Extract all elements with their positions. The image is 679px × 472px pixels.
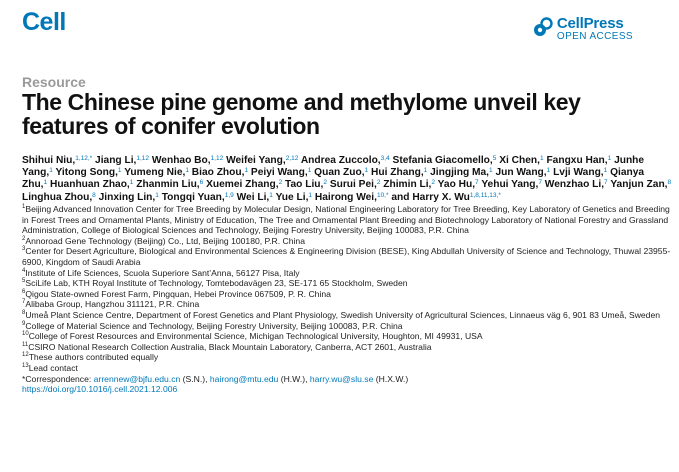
author-name: Yanjun Zan, [610, 179, 668, 191]
author-affiliation-marker[interactable]: 1 [269, 191, 273, 199]
author-affiliation-marker[interactable]: 1,12,* [75, 155, 93, 162]
cellpress-logo [533, 16, 633, 43]
affiliation-number: 10 [22, 331, 29, 338]
author-affiliation-marker[interactable]: 1,9 [224, 191, 234, 199]
affiliation-number: 11 [22, 341, 29, 348]
correspondence-label: *Correspondence: [22, 373, 94, 384]
author-name: Wenzhao Li, [544, 179, 605, 191]
author-name: Jun Wang, [495, 167, 547, 179]
author-name: Linghua Zhou, [22, 191, 93, 203]
affiliation-item [22, 331, 672, 342]
author-name: Yitong Song, [55, 167, 118, 179]
email-link-3[interactable]: harry.wu@slu.se [309, 373, 374, 384]
affiliation-item [22, 268, 672, 279]
author-affiliation-marker[interactable]: 1 [423, 167, 428, 175]
author-affiliation-marker[interactable]: 8 [92, 191, 96, 199]
affiliation-text: Qigou State-owned Forest Farm, Pingquan, Hebei Province 067509, P. R. China [25, 288, 331, 299]
author-affiliation-marker[interactable]: 2 [431, 179, 436, 187]
author-affiliation-marker[interactable]: 2,12 [285, 155, 299, 162]
author-affiliation-marker[interactable]: 7 [475, 179, 479, 187]
author-name: Shihui Niu, [22, 155, 76, 166]
author-name: Yue Li, [275, 191, 309, 203]
email-link-2[interactable]: hairong@mtu.edu [209, 373, 279, 384]
affiliation-list [22, 204, 672, 395]
affiliation-number: 2 [22, 235, 26, 242]
author-name: Xuemei Zhang, [206, 179, 279, 191]
author-name: Andrea Zuccolo, [300, 155, 381, 166]
affiliation-item [22, 204, 672, 236]
affiliation-item [22, 363, 672, 374]
cell-journal-logo: Cell [22, 8, 66, 36]
author-name: Huanhuan Zhao, [49, 179, 130, 191]
affiliation-number: 7 [22, 299, 26, 306]
author-affiliation-marker[interactable]: 1 [364, 167, 369, 175]
author-name: Weifei Yang, [226, 155, 286, 166]
author-affiliation-marker[interactable]: 10,* [376, 191, 389, 199]
author-name: Hui Zhang, [371, 167, 424, 179]
affiliation-item [22, 246, 672, 267]
author-name: Xi Chen, [499, 155, 540, 166]
author-affiliation-marker[interactable]: 1 [244, 167, 249, 175]
affiliation-text: Beijing Advanced Innovation Center for Tree Breeding by Molecular Design, National Engineering Laboratory for Tree Breeding, Key Laboratory of Genetics and Breeding in Forest Trees and Ornamental Plants, Ministry of Education, The Tree and Ornamental Plant Breeding and Biotechnology Laboratory of National Forestry and Grassland Administration, College of Biological Sciences and Technology, Beijing Forestry University, Beijing 100083, P.R. China [22, 204, 670, 236]
email-link-1[interactable]: arrennew@bjfu.edu.cn [93, 373, 181, 384]
author-name: Jingjing Ma, [430, 167, 489, 179]
affiliation-number: 1 [22, 204, 26, 210]
affiliation-text: These authors contributed equally [28, 352, 159, 363]
correspondence-who-3: (H.X.W.) [373, 373, 409, 384]
author-affiliation-marker[interactable]: 1 [43, 179, 48, 187]
author-name: Hairong Wei, [314, 191, 377, 203]
author-name: Stefania Giacomello, [392, 155, 493, 166]
author-affiliation-marker[interactable]: 8 [667, 179, 672, 187]
affiliation-text: Lead contact [28, 362, 78, 373]
affiliation-text: SciLife Lab, KTH Royal Institute of Technology, Tomtebodavägen 23, SE-171 65 Stockholm, Sweden [25, 278, 408, 289]
author-affiliation-marker[interactable]: 1 [129, 179, 134, 187]
affiliation-number: 13 [22, 362, 29, 369]
author-name: Junhe Yang, [22, 155, 645, 179]
author-name: Tongqi Yuan, [161, 191, 225, 203]
affiliation-text: College of Forest Resources and Environmental Science, Michigan Technological University, Houghton, MI 49931, USA [28, 331, 483, 342]
author-affiliation-marker[interactable]: 1 [546, 167, 551, 175]
affiliation-item [22, 278, 672, 289]
affiliation-item [22, 289, 672, 300]
author-affiliation-marker[interactable]: 1 [307, 167, 312, 175]
author-affiliation-marker[interactable]: 1 [489, 167, 493, 175]
author-affiliation-marker[interactable]: 1,8,11,13,* [469, 191, 501, 199]
author-name: Surui Pei, [329, 179, 377, 191]
correspondence [22, 374, 672, 385]
article-type: Resource [22, 74, 86, 90]
author-name: Wei Li, [236, 191, 270, 203]
author-name: Peiyi Wang, [250, 167, 308, 179]
author-affiliation-marker[interactable]: 1 [308, 191, 313, 199]
cellpress-icon [533, 17, 553, 37]
affiliation-text: Institute of Life Sciences, Scuola Superiore Sant’Anna, 56127 Pisa, Italy [25, 267, 300, 278]
author-name: Jinxing Lin, [98, 191, 156, 203]
author-affiliation-marker[interactable]: 1 [155, 191, 159, 199]
publisher-name: CellPress [556, 15, 624, 32]
author-affiliation-marker[interactable]: 7 [538, 179, 542, 187]
correspondence-who-1: (S.N.), [180, 373, 210, 384]
affiliation-item [22, 321, 672, 332]
author-name: Yehui Yang, [481, 179, 539, 191]
author-affiliation-marker[interactable]: 3,4 [380, 155, 390, 162]
author-name: Qianya Zhu, [22, 167, 645, 191]
affiliation-number: 5 [22, 278, 26, 285]
author-affiliation-marker[interactable]: 1 [117, 167, 122, 175]
author-affiliation-marker[interactable]: 1 [607, 155, 612, 162]
affiliation-number: 4 [22, 267, 26, 274]
author-affiliation-marker[interactable]: 1,12 [210, 155, 224, 162]
affiliation-number: 3 [22, 246, 26, 253]
affiliation-number: 8 [22, 309, 26, 316]
author-affiliation-marker[interactable]: 7 [604, 179, 608, 187]
author-list [22, 155, 672, 204]
author-affiliation-marker[interactable]: 2 [278, 179, 283, 187]
affiliation-text: Center for Desert Agriculture, Biological and Environmental Sciences & Engineering Division (BESE), King Abdullah University of Science and Technology, Thuwal 23955-6900, Kingdom of Saudi Arabia [22, 246, 671, 267]
author-affiliation-marker[interactable]: 1 [603, 167, 608, 175]
author-name: Zhimin Li, [383, 179, 432, 191]
affiliation-number: 12 [22, 352, 29, 359]
author-affiliation-marker[interactable]: 2 [323, 179, 327, 187]
author-name: Lvji Wang, [553, 167, 604, 179]
author-name: Quan Zuo, [314, 167, 365, 179]
affiliation-text: Umeå Plant Science Centre, Department of Forest Genetics and Plant Physiology, Swedish University of Agricultural Sciences, Linnaeus väg 6, 901 83 Umeå, Sweden [25, 309, 661, 320]
correspondence-who-2: (H.W.), [278, 373, 310, 384]
open-access-label: OPEN ACCESS [556, 31, 633, 42]
author-affiliation-marker[interactable]: 5 [492, 155, 497, 162]
affiliation-number: 6 [22, 288, 26, 295]
author-affiliation-marker[interactable]: 1 [185, 167, 189, 175]
author-name: Fangxu Han, [546, 155, 608, 166]
author-affiliation-marker[interactable]: 2 [376, 179, 381, 187]
author-name: Yao Hu, [437, 179, 476, 191]
affiliation-text: Annoroad Gene Technology (Beijing) Co., Ltd, Beijing 100180, P.R. China [25, 235, 305, 246]
author-name: Jiang Li, [95, 155, 137, 166]
author-name: Wenhao Bo, [151, 155, 211, 166]
article-title: The Chinese pine genome and methylome unveil key features of conifer evolution [22, 89, 581, 139]
author-name: Tao Liu, [285, 179, 324, 191]
affiliation-number: 9 [22, 320, 26, 327]
author-name: Yumeng Nie, [124, 167, 186, 179]
author-affiliation-marker[interactable]: 6 [199, 179, 204, 187]
affiliation-item [22, 352, 672, 363]
author-name: Biao Zhou, [191, 167, 245, 179]
affiliation-item [22, 299, 672, 310]
author-affiliation-marker[interactable]: 1,12 [136, 155, 150, 162]
affiliation-item [22, 310, 672, 321]
affiliation-item [22, 236, 672, 247]
affiliation-item [22, 342, 672, 353]
doi-link[interactable]: https://doi.org/10.1016/j.cell.2021.12.006 [22, 384, 178, 395]
author-name: Zhanmin Liu, [136, 179, 200, 191]
author-name: and Harry X. Wu [391, 191, 470, 203]
affiliation-text: College of Material Science and Technology, Beijing Forestry University, Beijing 100083, P.R. China [25, 320, 403, 331]
affiliation-text: CSIRO National Research Collection Australia, Black Mountain Laboratory, Canberra, ACT 2601, Australia [28, 341, 432, 352]
author-affiliation-marker[interactable]: 1 [49, 167, 53, 175]
affiliation-text: Alibaba Group, Hangzhou 311121, P.R. China [25, 299, 200, 310]
author-affiliation-marker[interactable]: 1 [539, 155, 544, 162]
